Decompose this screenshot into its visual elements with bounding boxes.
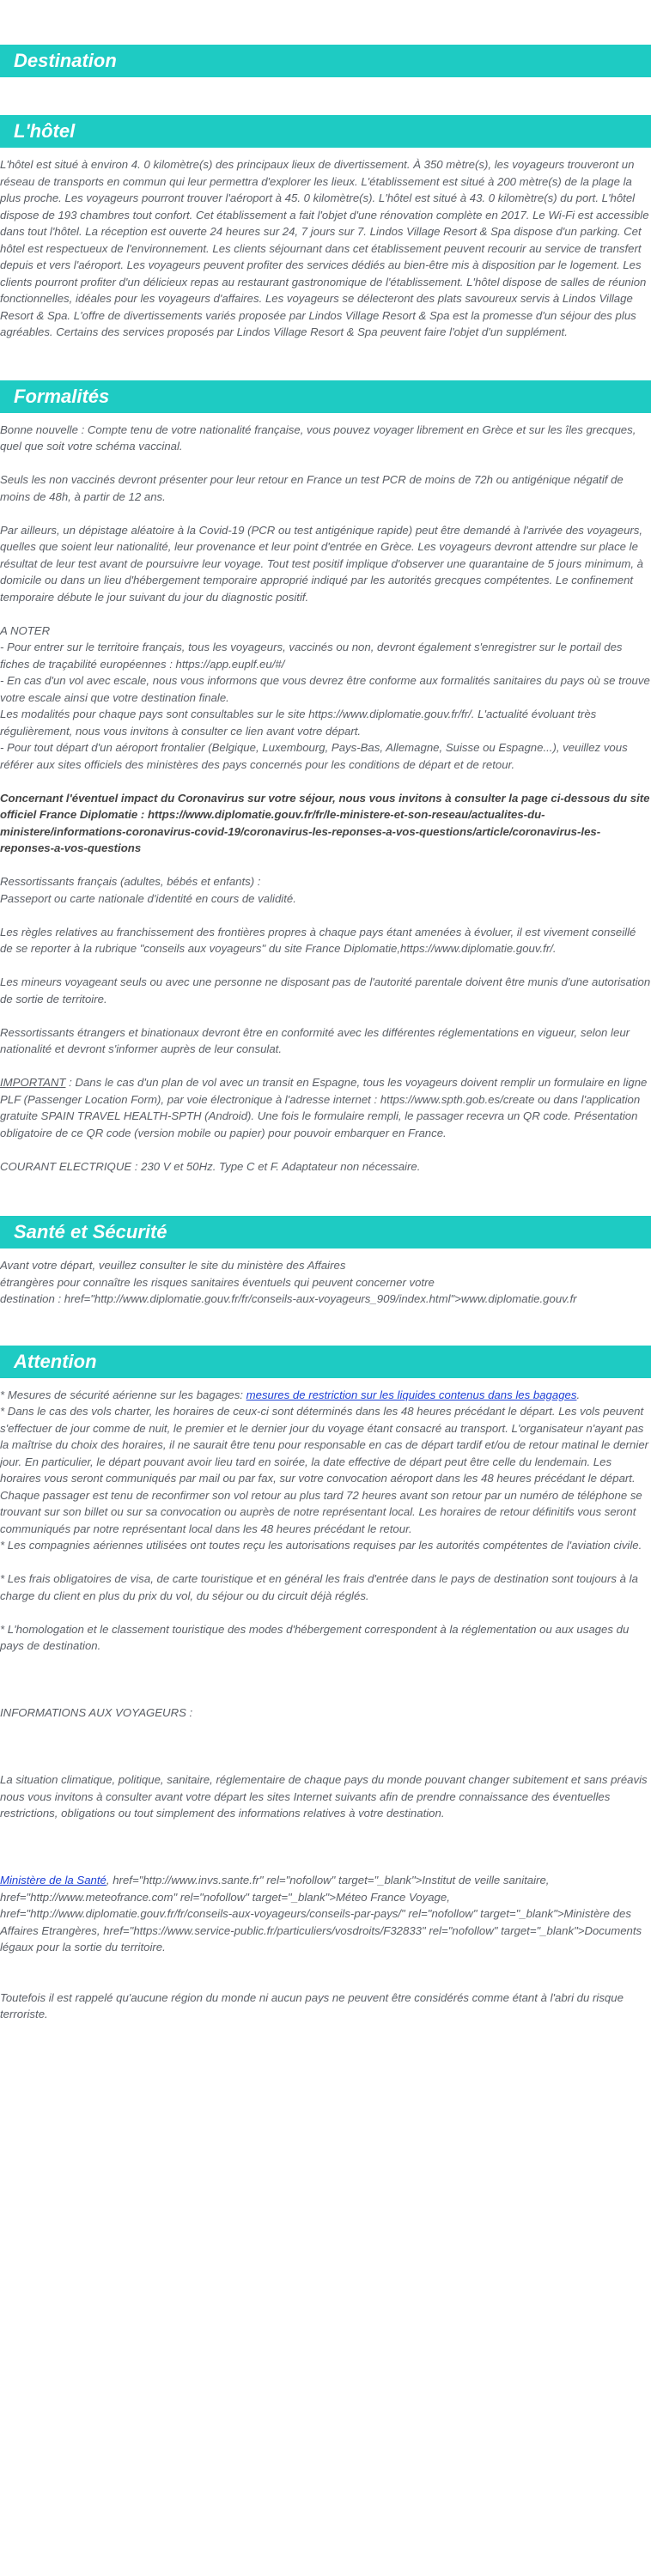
infos-voyageurs-title: INFORMATIONS AUX VOYAGEURS : xyxy=(0,1706,193,1719)
note-2: - En cas d'un vol avec escale, nous vous informons que vous devrez être conforme aux formalités sanitaires du pays où se trouve votre escale ainsi que votre destination finale. xyxy=(0,674,650,704)
compagnies-text: * Les compagnies aériennes utilisées ont toutes reçu les autorisations requises par les autorités compétentes de l'aviation civile. xyxy=(0,1539,642,1552)
hotel-body xyxy=(0,148,651,341)
formalites-p3: Par ailleurs, un dépistage aléatoire à la Covid-19 (PCR ou test antigénique rapide) peut être demandé à l'arrivée des voyageurs, quelles que soient leur nationalité, leur provenance et leur point d'entrée en Grèce. Les voyageurs devront attendre sur place le résultat de leur test avant de poursuivre leur voyage. Tout test positif implique d'observer une quarantaine de 5 jours minimum, à domicile ou dans un lieu d'hébergement temporaire approprié indiqué par les autorités grecques compétentes. Le confinement temporaire débute le jour suivant du jour du diagnostic positif. xyxy=(0,523,644,604)
hotel-heading: L'hôtel xyxy=(0,115,651,148)
formalites-heading: Formalités xyxy=(0,380,651,413)
etrangers-text: Ressortissants étrangers et binationaux devront être en conformité avec les différentes réglementations en vigueur, selon leur nationalité et devront s'informer auprès de leur consulat. xyxy=(0,1025,630,1055)
mesures-suffix: . xyxy=(576,1388,581,1401)
ressortissants-title: Ressortissants français (adultes, bébés et enfants) : xyxy=(0,875,261,888)
hotel-description: L'hôtel est situé à environ 4. 0 kilomètre(s) des principaux lieux de divertissement. À 350 mètre(s), les voyageurs trouveront un réseau de transports en commun qui leur permettra d'explorer les lieux. L'établissement est situé à 200 mètre(s) de la plage la plus proche. Les voyageurs pourront trouver l'aéroport à 45. 0 kilomètre(s). L'hôtel est situé à 43. 0 kilomètre(s) du port. L'hôtel dispose de 193 chambres tout confort. Cet établissement a fait l'objet d'une rénovation complète en 2017. Le Wi-Fi est accessible dans tout l'hôtel. La réception est ouverte 24 heures sur 24, 7 jours sur 7. Lindos Village Resort & Spa dispose d'un parking. Cet hôtel est respectueux de l'environnement. Les clients séjournant dans cet établissement peuvent recourir au service de transfert depuis et vers l'aéroport. Les voyageurs peuvent profiter des services dédiés au bien-être mis à disposition par le logement. Les clients pourront profiter d'un délicieux repas au restaurant gastronomique de l'établissement. L'hôtel dispose de salles de réunion fonctionnelles, idéales pour les voyageurs d'affaires. Les voyageurs se délecteront des plats savoureux servis à Lindos Village Resort & Spa. L'offre de divertissements variés proposée par Lindos Village Resort & Spa est la promesse d'un séjour des plus agréables. Certains des services proposés par Lindos Village Resort & Spa peuvent faire l'objet d'un supplément. xyxy=(0,158,649,338)
covid-notice: Concernant l'éventuel impact du Coronavirus sur votre séjour, nous vous invitons à consulter la page ci-dessous du site officiel France Diplomatie : https://www.diplomatie.gouv.fr/fr/le-ministere-et-son-reseau/actualites-du-ministere/informations-coronavirus-covid-19/coronavirus-les-reponses-a-vos-questions/article/coronavirus-les-reponses-a-vos-questions xyxy=(0,791,650,854)
ministere-sante-link[interactable]: Ministère de la Santé xyxy=(0,1874,106,1886)
mesures-prefix: * Mesures de sécurité aérienne sur les bagages: xyxy=(0,1388,246,1401)
frais-text: * Les frais obligatoires de visa, de carte touristique et en général les frais d'entrée dans le pays de destination sont toujours à la charge du client en plus du prix du vol, du séjour ou du circuit déjà réglés. xyxy=(0,1572,638,1602)
attention-section xyxy=(0,1346,651,2023)
note-title: A NOTER xyxy=(0,623,51,637)
important-paragraph xyxy=(0,1074,651,1141)
important-label: IMPORTANT xyxy=(0,1076,66,1089)
note-4: - Pour tout départ d'un aéroport frontalier (Belgique, Luxembourg, Pays-Bas, Allemagne, Suisse ou Espagne...), veuillez vous référer aux sites officiels des ministères des pays concernés pour les conditions de départ et de retour. xyxy=(0,741,628,771)
sante-section xyxy=(0,1216,651,1308)
note-1: - Pour entrer sur le territoire français, tous les voyageurs, vaccinés ou non, devront également s'enregistrer sur le portail des fiches de traçabilité européennes : https://app.euplf.eu/#/ xyxy=(0,641,623,671)
destination-section xyxy=(0,45,651,77)
note-3: Les modalités pour chaque pays sont consultables sur le site https://www.diplomatie.gouv.fr/fr/. L'actualité évoluant très régulièrement, nous vous invitons à consulter ce lien avant votre départ. xyxy=(0,708,597,738)
formalites-section xyxy=(0,380,651,1176)
ministere-rest: , href="http://www.invs.sante.fr" rel="nofollow" target="_blank">Institut de veille sanitaire, href="http://www.meteofrance.com" rel="nofollow" target="_blank">Méteo France Voyage, href="http://www.diplomatie.gouv.fr/fr/conseils-aux-voyageurs/conseils-par-pays/" rel="nofollow" target="_blank">Ministère des Affaires Etrangères, href="https://www.service-public.fr/particuliers/vosdroits/F32833" rel="nofollow" target="_blank">Documents légaux pour la sortie du territoire. xyxy=(0,1874,642,1953)
homologation-text: * L'homologation et le classement touristique des modes d'hébergement correspondent à la réglementation ou aux usages du pays de destination. xyxy=(0,1622,630,1652)
vols-text: * Dans le cas des vols charter, les horaires de ceux-ci sont déterminés dans les 48 heures précédant le départ. Les vols peuvent s'effectuer de jour comme de nuit, le premier et le dernier jour du voyage étant consacré au transport. L'organisateur n'ayant pas la maîtrise du choix des horaires, il ne saurait être tenu pour responsable en cas de départ tardif et/ou de retour matinal le dernier jour. En particulier, le départ pouvant avoir lieu tard en soirée, la date effective de départ peut être celle du lendemain. Les horaires vous seront communiqués par mail ou par fax, sur votre convocation aéroport dans les 48 heures précédant le départ. Chaque passager est tenu de reconfirmer son vol retour au plus tard 72 heures avant son retour par un numéro de téléphone se trouvant sur son billet ou sur sa convocation ou auprès de notre représentant local. Les horaires de retour définitifs vous seront communiqués par notre représentant local dans les 48 heures précédant le retour. xyxy=(0,1405,649,1535)
sante-line-2: étrangères pour connaître les risques sanitaires éventuels qui peuvent concerner votre xyxy=(0,1275,435,1289)
sante-line-3: destination : href="http://www.diplomatie.gouv.fr/fr/conseils-aux-voyageurs_909/index.html">www.diplomatie.gouv.fr xyxy=(0,1292,577,1305)
attention-heading: Attention xyxy=(0,1346,651,1378)
mineurs-text: Les mineurs voyageant seuls ou avec une personne ne disposant pas de l'autorité parentale doivent être munis d'une autorisation de sortie de territoire. xyxy=(0,975,651,1005)
frontieres-text: Les règles relatives au franchissement des frontières propres à chaque pays étant amenées à évoluer, il est vivement conseillé de se reporter à la rubrique "conseils aux voyageurs" du site France Diplomatie,https://www.diplomatie.gouv.fr/. xyxy=(0,925,636,955)
important-text: : Dans le cas d'un plan de vol avec un transit en Espagne, tous les voyageurs doivent remplir un formulaire en ligne PLF (Passenger Location Form), par voie électronique à l'adresse internet : https://www.spth.gob.es/create ou dans l'application gratuite SPAIN TRAVEL HEALTH-SPTH (Android). Une fois le formulaire rempli, le passager recevra un QR code. Présentation obligatoire de ce QR code (version mobile ou papier) pour pouvoir embarquer en France. xyxy=(0,1076,648,1139)
hotel-section xyxy=(0,115,651,341)
page xyxy=(0,45,651,2023)
sante-body xyxy=(0,1249,651,1308)
terrorisme-text: Toutefois il est rappelé qu'aucune région du monde ni aucun pays ne peuvent être considérés comme étant à l'abri du risque terroriste. xyxy=(0,1990,624,2020)
mesures-paragraph xyxy=(0,1387,651,1404)
attention-body xyxy=(0,1378,651,2023)
courant-text: COURANT ELECTRIQUE : 230 V et 50Hz. Type C et F. Adaptateur non nécessaire. xyxy=(0,1159,421,1173)
situation-line-1: La situation climatique, politique, sanitaire, réglementaire de chaque pays du monde pouvant changer subitement et sans préavis xyxy=(0,1773,648,1786)
liquides-restriction-link[interactable]: mesures de restriction sur les liquides contenus dans les bagages xyxy=(246,1388,577,1401)
situation-line-2: nous vous invitons à consulter avant votre départ les sites Internet suivants afin de prendre connaissance des éventuelles restrictions, obligations ou tout simplement des informations relatives à votre destination. xyxy=(0,1789,611,1820)
sante-line-1: Avant votre départ, veuillez consulter le site du ministère des Affaires xyxy=(0,1259,346,1272)
formalites-body xyxy=(0,413,651,1176)
sante-heading: Santé et Sécurité xyxy=(0,1216,651,1249)
destination-heading: Destination xyxy=(0,45,651,77)
ressortissants-docs: Passeport ou carte nationale d'identité en cours de validité. xyxy=(0,891,296,905)
ministere-paragraph xyxy=(0,1872,651,1956)
formalites-p2: Seuls les non vaccinés devront présenter pour leur retour en France un test PCR de moins de 72h ou antigénique négatif de moins de 48h, à partir de 12 ans. xyxy=(0,473,624,503)
formalites-p1: Bonne nouvelle : Compte tenu de votre nationalité française, vous pouvez voyager librement en Grèce et sur les îles grecques, quel que soit votre schéma vaccinal. xyxy=(0,422,636,453)
